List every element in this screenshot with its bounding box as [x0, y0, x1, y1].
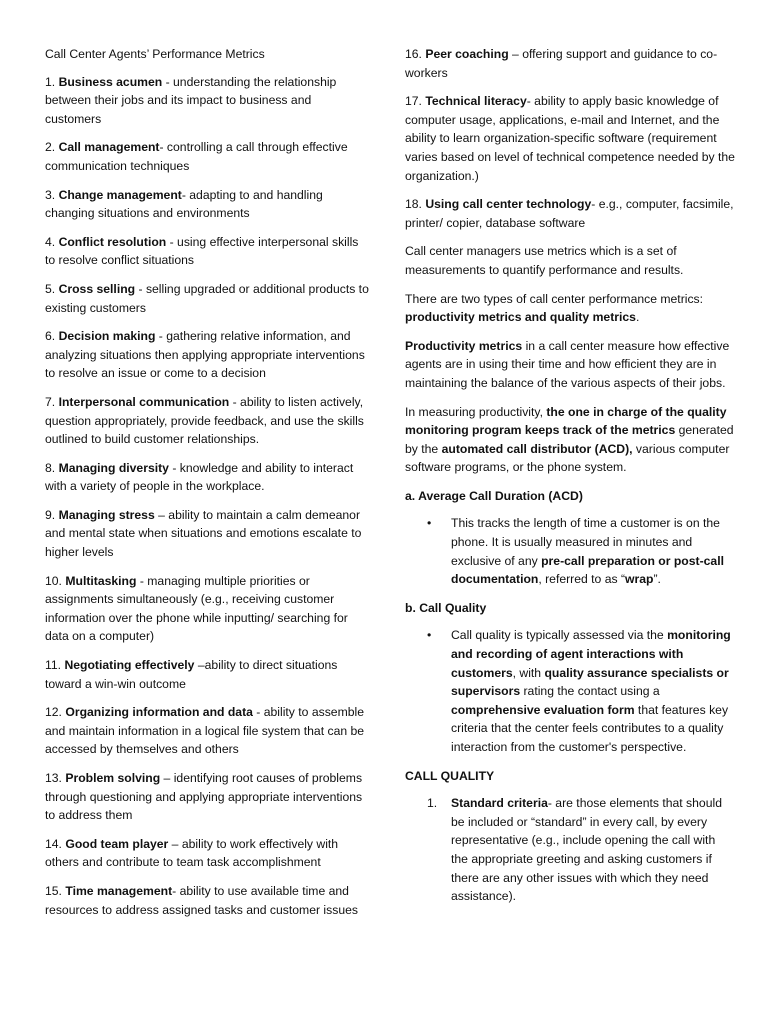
left-column	[45, 45, 370, 929]
metric-types-paragraph: There are two types of call center performance metrics: productivity metrics and quality metrics.	[405, 291, 704, 325]
metric-term: Time management	[65, 883, 173, 898]
metric-term: Change management	[58, 187, 182, 202]
metric-term: Problem solving	[65, 771, 161, 785]
measuring-productivity-paragraph: In measuring productivity, the one in charge of the quality monitoring program keeps track of the metrics generated by the automated call distributor (ACD), various computer software programs, or the phone system.	[405, 404, 734, 475]
metric-description: - using effective interpersonal skills to resolve conflict situations	[45, 234, 359, 268]
metric-number: 16.	[405, 47, 422, 61]
metric-term: Peer coaching	[425, 47, 509, 61]
metrics-list-left	[45, 73, 370, 920]
metric-term: Negotiating effectively	[64, 658, 195, 673]
right-column	[405, 45, 735, 916]
metric-description: - ability to use available time and resources to address assigned tasks and customer issues	[45, 883, 358, 917]
metric-number: 13.	[45, 771, 62, 785]
metric-number: 11.	[45, 658, 62, 673]
metric-number: 8.	[45, 460, 56, 475]
metric-description: - managing multiple priorities or assignments simultaneously (e.g., receiving customer information over the phone while inputting/ searching for data on a computer)	[45, 573, 348, 644]
metric-item	[45, 506, 370, 562]
metric-number: 4.	[45, 234, 56, 249]
metric-term: Multitasking	[65, 573, 137, 588]
bullet-icon: •	[427, 516, 432, 531]
metric-item	[45, 835, 370, 872]
metric-item	[45, 186, 370, 223]
bullet-icon: •	[427, 628, 432, 643]
metric-term: Technical literacy	[425, 94, 527, 109]
metric-number: 12.	[45, 705, 62, 720]
metric-description: – ability to maintain a calm demeanor and mental state when situations and emotions escalate to higher levels	[45, 507, 362, 560]
metrics-intro-paragraph: Call center managers use metrics which is a set of measurements to quantify performance and results.	[405, 244, 684, 277]
metric-item	[45, 703, 370, 759]
metric-term: Managing diversity	[58, 460, 169, 475]
metric-number: 17.	[405, 94, 422, 109]
metric-description: – identifying root causes of problems through questioning and applying appropriate interventions to address them	[45, 771, 363, 823]
metrics-list-right	[405, 45, 735, 232]
metric-number: 18.	[405, 197, 422, 212]
metric-term: Decision making	[58, 329, 156, 344]
metric-description: - ability to apply basic knowledge of computer usage, applications, e-mail and Internet, and the ability to learn organization-specific software (requirement varies based on level of technical competence needed by the organization.)	[405, 94, 735, 183]
metric-item	[45, 233, 370, 270]
metric-term: Cross selling	[58, 281, 136, 296]
document-title: Call Center Agents’ Performance Metrics	[45, 47, 265, 61]
metric-description: - adapting to and handling changing situations and environments	[45, 187, 323, 221]
metric-number: 14.	[45, 836, 62, 851]
metric-item	[45, 459, 370, 496]
metric-term: Good team player	[65, 836, 169, 851]
metric-number: 15.	[45, 883, 62, 898]
metric-item	[45, 572, 370, 646]
metric-number: 10.	[45, 573, 62, 588]
metric-term: Organizing information and data	[65, 705, 253, 720]
metric-description: - gathering relative information, and analyzing situations then applying appropriate interventions to resolve an issue or come to a decision	[45, 329, 365, 381]
metric-item	[45, 882, 370, 919]
metric-description: - understanding the relationship between their jobs and its impact to business and customers	[45, 74, 337, 126]
metric-number: 1.	[45, 74, 56, 89]
metric-description: – ability to work effectively with others and contribute to team task accomplishment	[45, 836, 339, 870]
standard-criteria-item: 1. Standard criteria- are those elements that should be included or “standard” in every call, by every representative (e.g., include opening the call with the appropriate greeting and asking customers if there are any other issues with which they need assistance).	[427, 796, 722, 904]
metric-item	[45, 393, 370, 449]
metric-item	[45, 73, 370, 129]
metric-term: Call management	[58, 140, 160, 155]
metric-item	[45, 769, 370, 825]
metric-term: Managing stress	[58, 507, 155, 522]
metric-item	[405, 195, 735, 232]
metric-number: 3.	[45, 187, 56, 202]
metric-description: - ability to assemble and maintain information in a logical file system that can be accessed by themselves and others	[45, 705, 365, 757]
metric-term: Business acumen	[58, 74, 163, 89]
metric-number: 6.	[45, 329, 56, 344]
acd-bullet: • This tracks the length of time a customer is on the phone. It is usually measured in minutes and exclusive of any pre-call preparation or post-call documentation, referred to as “wrap”.	[427, 516, 724, 587]
metric-item	[45, 327, 370, 383]
call-quality-bullet: • Call quality is typically assessed via the monitoring and recording of agent interactions with customers, with quality assurance specialists or supervisors rating the contact using a comprehensive evaluation form that features key criteria that the center feels contributes to a quality interaction from the customer's perspective.	[427, 628, 731, 754]
productivity-metrics-paragraph: Productivity metrics in a call center measure how effective agents are in using their time and how efficient they are in maintaining the balance of the various aspects of their jobs.	[405, 338, 730, 390]
metric-item	[45, 280, 370, 317]
metric-description: - ability to listen actively, question appropriately, provide feedback, and use the skills outlined to build customer relationships.	[45, 394, 364, 447]
section-call-quality: b. Call Quality	[405, 600, 487, 615]
metric-description: – offering support and guidance to co-workers	[405, 47, 718, 80]
metric-term: Conflict resolution	[58, 234, 167, 249]
section-average-call-duration: a. Average Call Duration (ACD)	[405, 488, 583, 503]
metric-number: 5.	[45, 281, 56, 296]
metric-term: Using call center technology	[425, 197, 592, 212]
metric-description: - selling upgraded or additional products to existing customers	[45, 281, 369, 315]
metric-item	[405, 45, 735, 82]
metric-description: - knowledge and ability to interact with a variety of people in the workplace.	[45, 460, 354, 494]
metric-description: –ability to direct situations toward a win-win outcome	[45, 658, 338, 691]
metric-description: - controlling a call through effective communication techniques	[45, 140, 348, 173]
metric-item	[45, 656, 370, 693]
call-quality-heading: CALL QUALITY	[405, 768, 495, 783]
metric-number: 7.	[45, 394, 56, 409]
metric-number: 9.	[45, 507, 56, 522]
metric-description: - e.g., computer, facsimile, printer/ copier, database software	[405, 197, 734, 230]
metric-item	[405, 92, 735, 185]
metric-number: 2.	[45, 140, 56, 155]
metric-term: Interpersonal communication	[58, 394, 230, 409]
metric-item	[45, 138, 370, 175]
list-number: 1.	[427, 796, 438, 811]
